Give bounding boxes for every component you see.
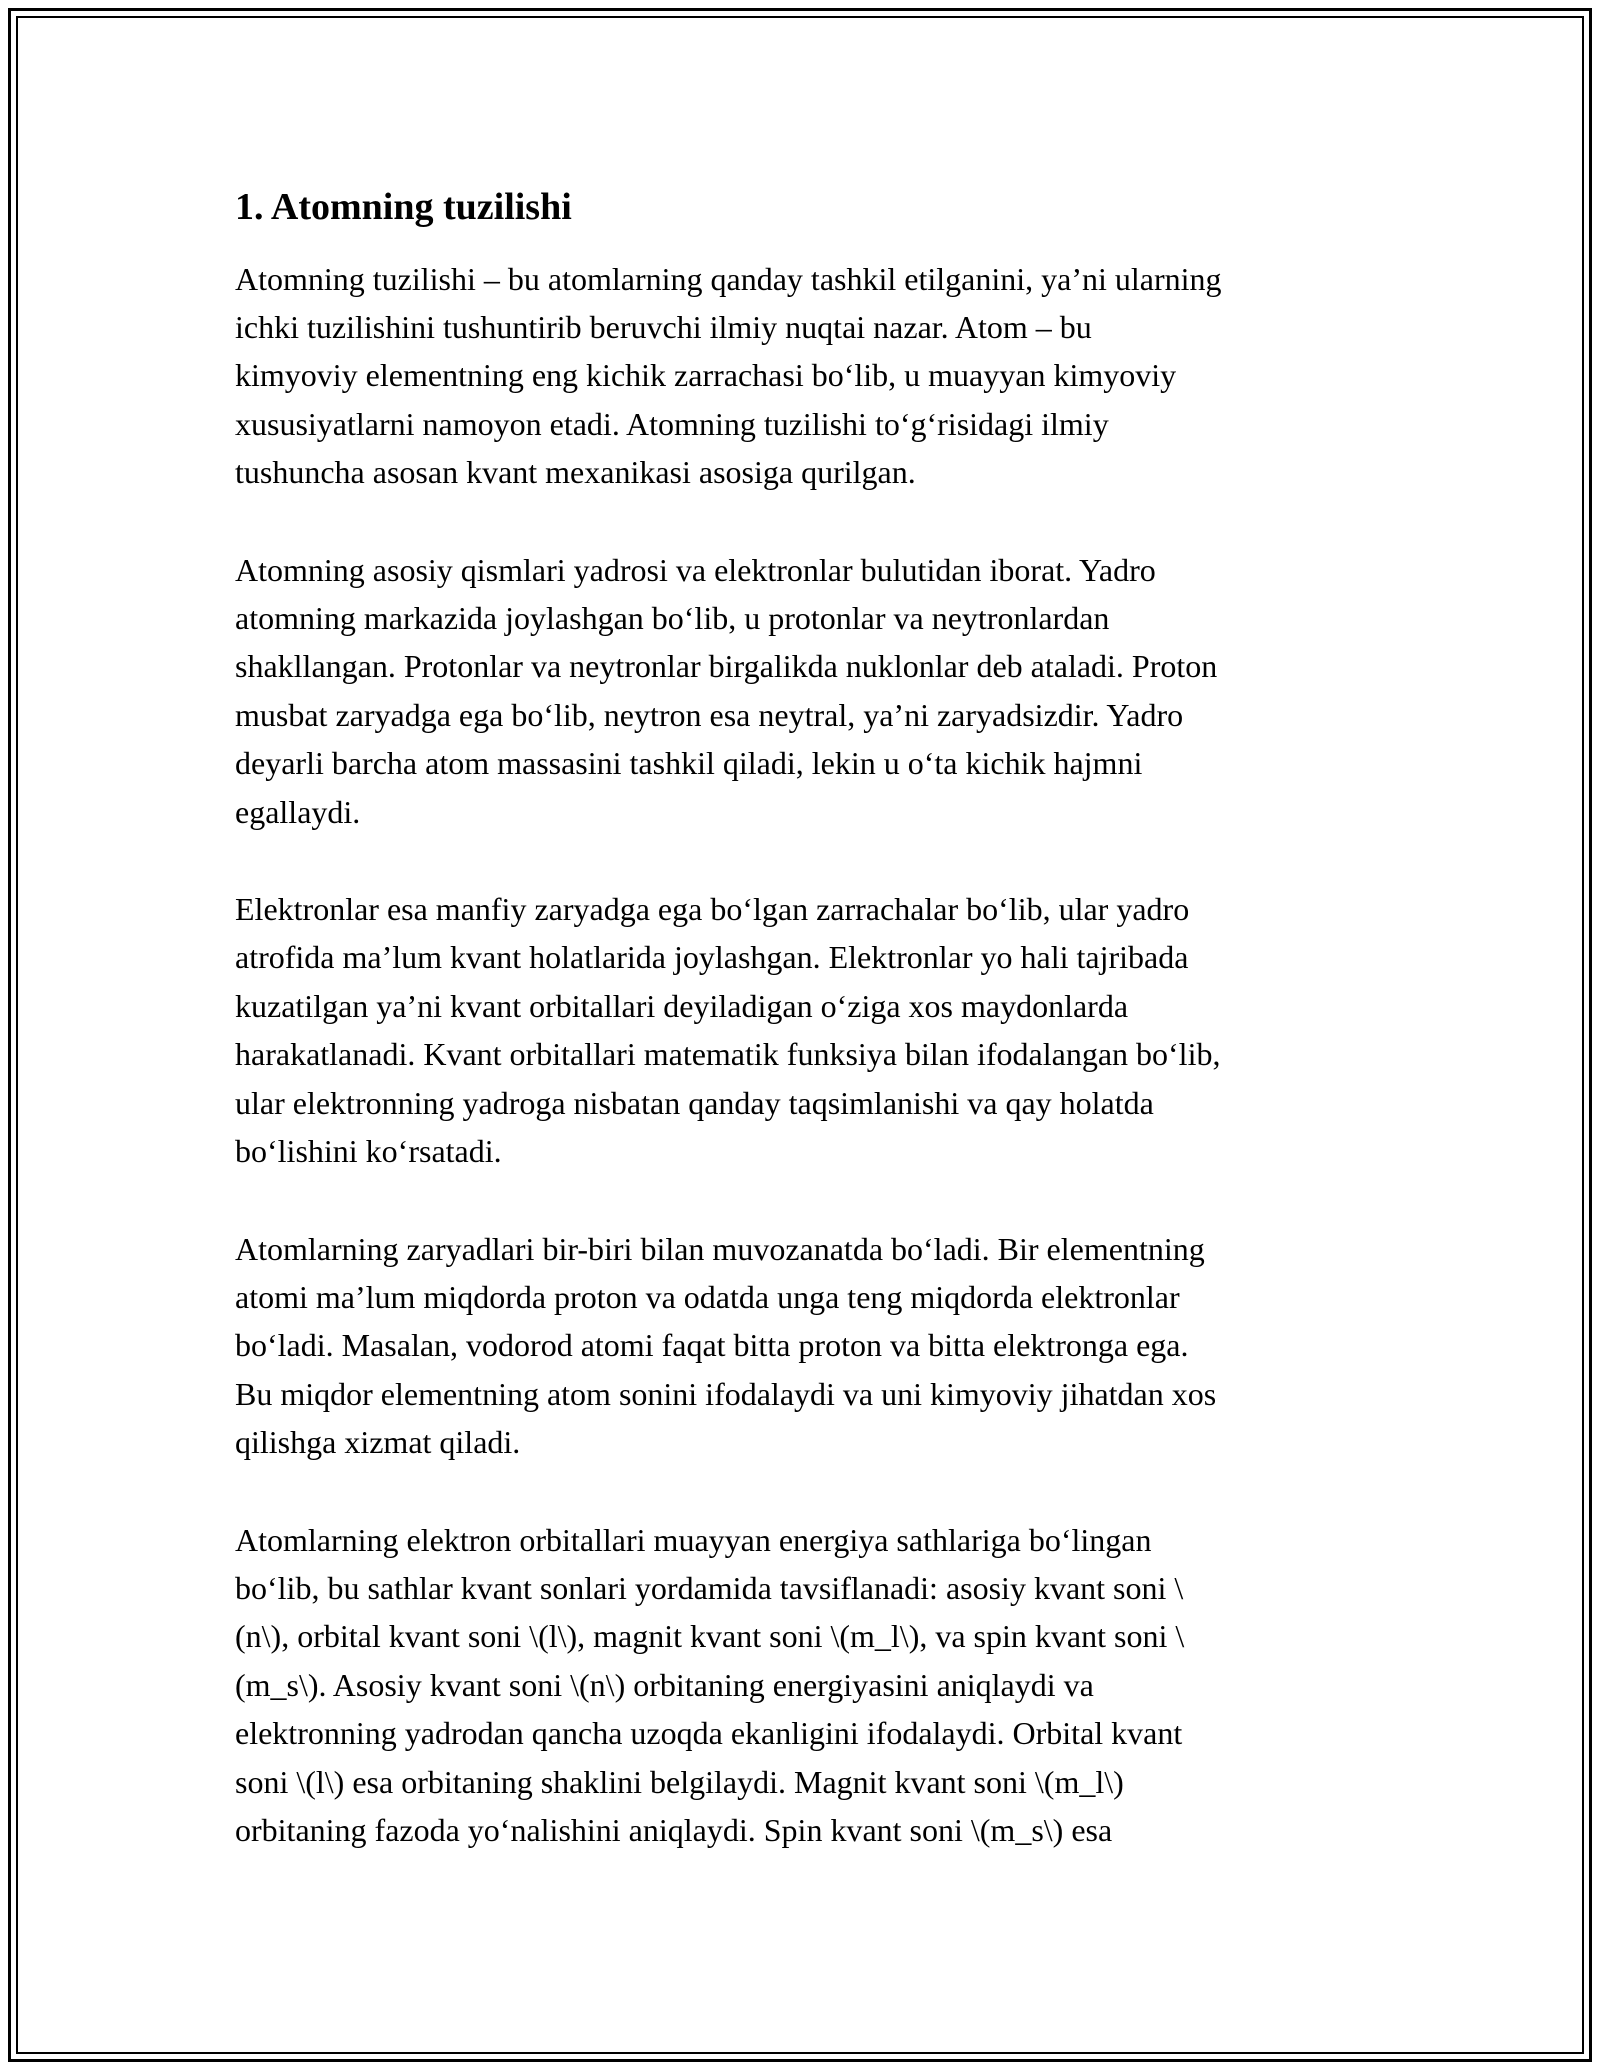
paragraph: Atomning tuzilishi – bu atomlarning qanday tashkil etilganini, ya’ni ularning ichki tuzilishini tushuntirib beruvchi ilmiy nuqtai nazar. Atom – bu kimyoviy elementning eng kichik zarrachasi bo‘lib, u muayyan kimyoviy xususiyatlarni namoyon etadi. Atomning tuzilishi to‘g‘risidagi ilmiy tushuncha asosan kvant mexanikasi asosiga qurilgan. <box>235 260 1222 491</box>
paragraph: Elektronlar esa manfiy zaryadga ega bo‘lgan zarrachalar bo‘lib, ular yadro atrofida ma’lum kvant holatlarida joylashgan. Elektronlar yo hali tajribada kuzatilgan ya’ni kvant orbitallari deyiladigan o‘ziga xos maydonlarda harakatlanadi. Kvant orbitallari matematik funksiya bilan ifodalangan bo‘lib, ular elektronning yadroga nisbatan qanday taqsimlanishi va qay holatda bo‘lishini ko‘rsatadi. <box>235 891 1221 1170</box>
document-body <box>235 185 1395 1903</box>
paragraph: Atomning asosiy qismlari yadrosi va elektronlar bulutidan iborat. Yadro atomning markazida joylashgan bo‘lib, u protonlar va neytronlardan shakllangan. Protonlar va neytronlar birgalikda nuklonlar deb ataladi. Proton musbat zaryadga ega bo‘lib, neytron esa neytral, ya’ni zaryadsizdir. Yadro deyarli barcha atom massasini tashkil qiladi, lekin u o‘ta kichik hajmni egallaydi. <box>235 551 1218 830</box>
section-heading: 1. Atomning tuzilishi <box>235 186 572 228</box>
paragraph: Atomlarning elektron orbitallari muayyan energiya sathlariga bo‘lingan bo‘lib, bu sathlar kvant sonlari yordamida tavsiflanadi: asosiy kvant soni \ (n\), orbital kvant soni \(l\), magnit kvant soni \(m_l\), va spin kvant soni \ (m_s\). Asosiy kvant soni \(n\) orbitaning energiyasini aniqlaydi va elektronning yadrodan qancha uzoqda ekanligini ifodalaydi. Orbital kvant soni \(l\) esa orbitaning shaklini belgilaydi. Magnit kvant soni \(m_l\) orbitaning fazoda yo‘nalishini aniqlaydi. Spin kvant soni \(m_s\) esa <box>235 1521 1185 1848</box>
paragraph: Atomlarning zaryadlari bir-biri bilan muvozanatda bo‘ladi. Bir elementning atomi ma’lum miqdorda proton va odatda unga teng miqdorda elektronlar bo‘ladi. Masalan, vodorod atomi faqat bitta proton va bitta elektronga ega. Bu miqdor elementning atom sonini ifodalaydi va uni kimyoviy jihatdan xos qilishga xizmat qiladi. <box>235 1230 1217 1461</box>
